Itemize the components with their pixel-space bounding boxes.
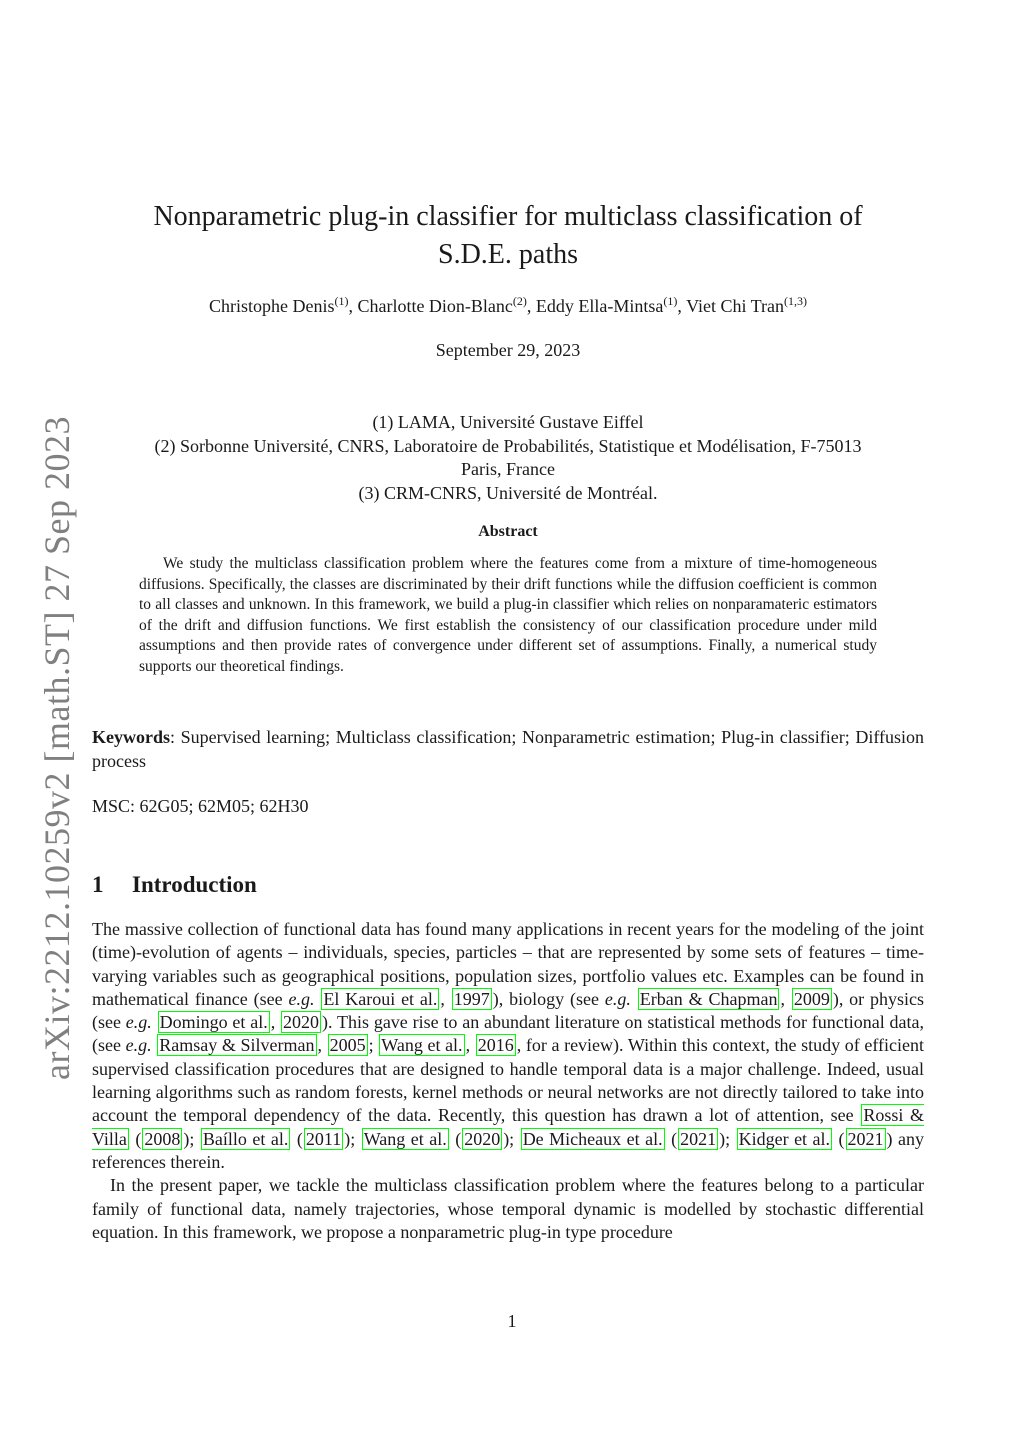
citation-link[interactable]: Wang et al. (381, 1035, 463, 1056)
text-run: ( (665, 1128, 678, 1149)
text-run: , (270, 1012, 281, 1033)
title-line-2: S.D.E. paths (438, 239, 578, 270)
title-line-1: Nonparametric plug-in classifier for multiclass classification of (153, 201, 863, 232)
text-run: The massive collection of functional data has found many applications in recent years for the modeling of the joint (time)-evolution of agents – individuals, species, particles – that are represented by some sets of features – time-varying variables such as geographical positions, population sizes, portfolio values etc. Examples can be found in mathematical finance (see (92, 919, 924, 1009)
text-run: ); (344, 1128, 361, 1149)
author-affil-mark: (1) (663, 294, 678, 308)
text-run: , (780, 988, 791, 1009)
author-name: Christophe Denis (208, 296, 335, 316)
citation-link[interactable]: El Karoui et al. (323, 988, 438, 1009)
citation-link[interactable]: 2021 (847, 1128, 884, 1149)
citation-link[interactable]: Rossi & Villa (92, 1105, 924, 1149)
author-name: Eddy Ella-Mintsa (535, 296, 664, 316)
citation-link[interactable]: Baíllo et al. (202, 1128, 289, 1149)
citation-link[interactable]: De Micheaux et al. (522, 1128, 663, 1149)
paragraph: In the present paper, we tackle the multiclass classification problem where the features belong to a particular family of functional data, namely trajectories, whose temporal dynamic is modelled by stochastic differential equation. In this framework, we propose a nonparametric plug-in type procedure (92, 1175, 924, 1242)
citation-link[interactable]: 2011 (305, 1128, 342, 1149)
citation-link[interactable]: 2008 (144, 1128, 181, 1149)
section-number: 1 (92, 872, 104, 897)
citation-link[interactable]: 2009 (793, 988, 830, 1009)
abstract-heading: Abstract (478, 523, 538, 540)
section-title: Introduction (132, 872, 257, 897)
citation-link[interactable]: Domingo et al. (159, 1012, 268, 1033)
body-text (92, 918, 924, 1244)
text-run: e.g. (125, 1012, 152, 1033)
text-run: , (440, 988, 451, 1009)
text-run: ); (503, 1128, 520, 1149)
author-name: Charlotte Dion-Blanc (357, 296, 513, 316)
citation-link[interactable]: 2020 (464, 1128, 501, 1149)
text-run: e.g. (604, 988, 631, 1009)
text-run: ), or physics (see (92, 988, 925, 1033)
affiliation-line: (1) LAMA, Université Gustave Eiffel (372, 412, 644, 432)
keywords-text: : Supervised learning; Multiclass classification; Nonparametric estimation; Plug-in classifier; Diffusion process (92, 727, 924, 771)
section-heading (92, 872, 257, 898)
paragraph (92, 918, 924, 1174)
keywords-label: Keywords (92, 727, 170, 747)
text-run: , (317, 1035, 327, 1056)
citation-link[interactable]: Kidger et al. (738, 1128, 831, 1149)
text-run: ( (291, 1128, 303, 1149)
citation-link[interactable]: 2020 (283, 1012, 320, 1033)
citation-link[interactable]: 2021 (680, 1128, 717, 1149)
text-run: e.g. (125, 1035, 152, 1056)
text-run: ; (368, 1035, 379, 1056)
arxiv-side-stamp: arXiv:2212.10259v2 [math.ST] 27 Sep 2023 (37, 416, 77, 1080)
citation-link[interactable]: 1997 (453, 988, 490, 1009)
citation-link[interactable]: Erban & Chapman (639, 988, 778, 1009)
citation-link[interactable]: Wang et al. (363, 1128, 447, 1149)
affiliation-line: (2) Sorbonne Université, CNRS, Laboratoire de Probabilités, Statistique et Modélisation, F-75013 (154, 435, 862, 456)
msc-codes: MSC: 62G05; 62M05; 62H30 (92, 796, 309, 816)
text-run: ), biology (see (492, 988, 605, 1009)
affiliation-line: Paris, France (461, 459, 555, 479)
page-number: 1 (507, 1311, 517, 1331)
author-name: Viet Chi Tran (686, 296, 785, 316)
author-affil-mark: (2) (512, 294, 527, 308)
citation-link[interactable]: 2016 (477, 1035, 514, 1056)
author-affil-mark: (1) (334, 294, 349, 308)
paper-title (92, 198, 924, 274)
author-list: Christophe Denis$^{(1)}$, Charlotte Dion-Blanc$^{(2)}$, Eddy Ella-Mintsa$^{(1)}$, Viet Chi Tran$^{(1,3)}$ (208, 294, 808, 316)
text-run: ) any references therein. (92, 1128, 925, 1172)
citation-link[interactable]: 2005 (329, 1035, 366, 1056)
author-affil-mark: (1,3) (784, 294, 808, 308)
affiliation-line: (3) CRM-CNRS, Université de Montréal. (358, 482, 658, 503)
text-run: ); (719, 1128, 736, 1149)
text-run: ( (449, 1128, 462, 1149)
text-run: ); (183, 1128, 200, 1149)
abstract-text: We study the multiclass classification problem where the features come from a mixture of time-homogeneous diffusions. Specifically, the classes are discriminated by their drift functions while the diffusion coefficient is common to all classes and unknown. In this framework, we build a plug-in classifier which relies on nonparamateric estimators of the drift and diffusion functions. We first establish the consistency of our classification procedure under mild assumptions and then provide rates of convergence under different set of assumptions. Finally, a numerical study supports our theoretical findings. (139, 555, 877, 675)
text-run: e.g. (288, 988, 315, 1009)
text-run: ). This gave rise to an abundant literature on statistical methods for functional data, (see (92, 1012, 925, 1056)
text-run: ( (129, 1128, 142, 1149)
citation-link[interactable]: Ramsay & Silverman (159, 1035, 315, 1056)
paper-date: September 29, 2023 (435, 340, 581, 360)
keywords (92, 726, 924, 773)
affiliations (92, 411, 924, 505)
text-run: ( (833, 1128, 845, 1149)
text-run: , (465, 1035, 475, 1056)
text-run: , for a review). Within this context, the study of efficient supervised classification procedures that are designed to handle temporal data is a major challenge. Indeed, usual learning algorithms such as random forests, kernel methods or neural networks are not directly tailored to take into account the temporal dependency of the data. Recently, this question has drawn a lot of attention, see (92, 1035, 925, 1126)
